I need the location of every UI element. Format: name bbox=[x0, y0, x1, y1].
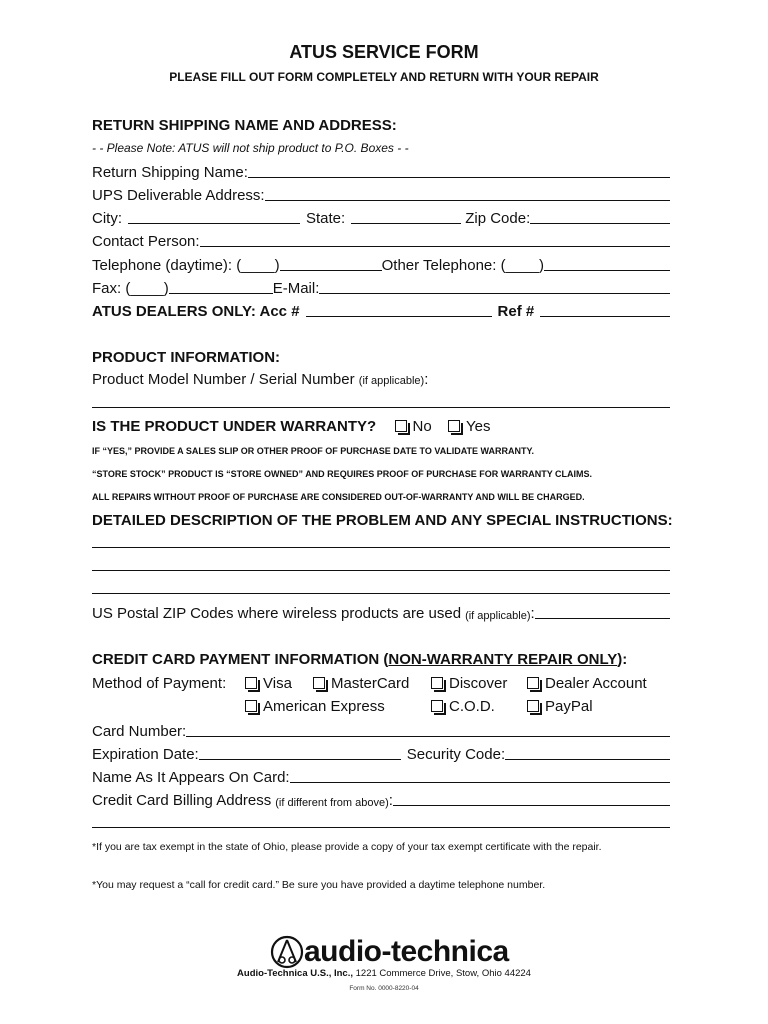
billing-address-note: (if different from above) bbox=[275, 797, 389, 809]
wireless-zip-field[interactable] bbox=[535, 618, 670, 619]
city-state-zip-row bbox=[92, 206, 670, 228]
warranty-no-checkbox[interactable] bbox=[395, 420, 407, 432]
audio-technica-wordmark: audio-technica bbox=[304, 935, 509, 968]
paypal-label: PayPal bbox=[545, 698, 593, 715]
product-model-note: (if applicable) bbox=[358, 375, 425, 387]
wireless-zip-label: US Postal ZIP Codes where wireless products are used bbox=[92, 605, 462, 622]
dealers-acc-label: ATUS DEALERS ONLY: Acc # bbox=[92, 303, 300, 320]
email-label: E-Mail: bbox=[272, 280, 320, 297]
other-telephone-label: Other Telephone: (____) bbox=[381, 257, 544, 274]
cod-label: C.O.D. bbox=[449, 698, 495, 715]
dealer-account-checkbox[interactable] bbox=[527, 677, 539, 689]
payment-option-cod[interactable] bbox=[431, 698, 495, 715]
billing-address-label: Credit Card Billing Address bbox=[92, 792, 272, 809]
ups-address-field[interactable] bbox=[92, 183, 670, 205]
warranty-yes-label: Yes bbox=[466, 418, 491, 435]
call-for-credit-note: *You may request a “call for credit card.” Be sure you have provided a daytime telephone number. bbox=[92, 879, 546, 891]
security-code-label: Security Code: bbox=[406, 746, 506, 763]
problem-line-2[interactable] bbox=[92, 553, 670, 575]
mastercard-checkbox[interactable] bbox=[313, 677, 325, 689]
return-shipping-name-field[interactable] bbox=[92, 160, 670, 182]
problem-line-3[interactable] bbox=[92, 576, 670, 598]
dealers-acc-field[interactable] bbox=[306, 316, 492, 317]
contact-person-label: Contact Person: bbox=[92, 233, 200, 250]
form-number: Form No. 0000-8220-04 bbox=[349, 985, 419, 992]
email-field[interactable] bbox=[319, 293, 670, 294]
wireless-zip-row bbox=[92, 601, 670, 623]
amex-label: American Express bbox=[263, 698, 385, 715]
billing-address-colon: : bbox=[388, 792, 393, 809]
card-number-field[interactable] bbox=[92, 719, 670, 741]
paypal-checkbox[interactable] bbox=[527, 700, 539, 712]
warranty-note-3: ALL REPAIRS WITHOUT PROOF OF PURCHASE ARE CONSIDERED OUT-OF-WARRANTY AND WILL BE CHARGED. bbox=[92, 492, 585, 502]
dealers-row bbox=[92, 299, 670, 321]
payment-heading-a: CREDIT CARD PAYMENT INFORMATION ( bbox=[92, 651, 389, 668]
expiration-security-row bbox=[92, 742, 670, 764]
wireless-zip-note: (if applicable) bbox=[465, 610, 531, 622]
fax-email-row bbox=[92, 276, 670, 298]
fax-label: Fax: (____) bbox=[92, 280, 169, 297]
contact-person-field[interactable] bbox=[92, 229, 670, 251]
expiration-label: Expiration Date: bbox=[92, 746, 199, 763]
name-on-card-field[interactable] bbox=[92, 765, 670, 787]
city-label: City: bbox=[92, 210, 122, 227]
tax-exempt-note: *If you are tax exempt in the state of Ohio, please provide a copy of your tax exempt certificate with the repair. bbox=[92, 841, 602, 853]
return-shipping-name-label: Return Shipping Name: bbox=[92, 164, 248, 181]
warranty-note-1: IF “YES,” PROVIDE A SALES SLIP OR OTHER PROOF OF PURCHASE DATE TO VALIDATE WARRANTY. bbox=[92, 446, 535, 456]
security-code-field[interactable] bbox=[505, 759, 670, 760]
discover-checkbox[interactable] bbox=[431, 677, 443, 689]
card-number-label: Card Number: bbox=[92, 723, 187, 740]
po-box-note: - - Please Note: ATUS will not ship product to P.O. Boxes - - bbox=[92, 141, 409, 155]
company-name: Audio-Technica U.S., Inc., bbox=[237, 968, 353, 979]
warranty-note-2: “STORE STOCK” PRODUCT IS “STORE OWNED” AND REQUIRES PROOF OF PURCHASE FOR WARRANTY CLAIMS. bbox=[92, 469, 593, 479]
state-field[interactable] bbox=[351, 223, 461, 224]
telephone-field[interactable] bbox=[280, 270, 382, 271]
warranty-row bbox=[92, 418, 491, 435]
company-address bbox=[0, 968, 768, 979]
warranty-yes-checkbox[interactable] bbox=[448, 420, 460, 432]
mastercard-label: MasterCard bbox=[331, 675, 410, 692]
warranty-heading: IS THE PRODUCT UNDER WARRANTY? bbox=[92, 418, 377, 435]
shipping-heading: RETURN SHIPPING NAME AND ADDRESS: bbox=[92, 117, 397, 134]
zip-field[interactable] bbox=[530, 223, 670, 224]
problem-line-1[interactable] bbox=[92, 530, 670, 552]
warranty-no-label: No bbox=[412, 418, 432, 435]
cod-checkbox[interactable] bbox=[431, 700, 443, 712]
payment-option-amex[interactable] bbox=[245, 698, 385, 715]
visa-label: Visa bbox=[263, 675, 292, 692]
payment-method-label: Method of Payment: bbox=[92, 675, 227, 692]
payment-option-discover[interactable] bbox=[431, 675, 507, 692]
product-model-field[interactable] bbox=[92, 390, 670, 412]
other-telephone-field[interactable] bbox=[544, 270, 670, 271]
payment-heading bbox=[92, 651, 627, 668]
problem-heading: DETAILED DESCRIPTION OF THE PROBLEM AND ANY SPECIAL INSTRUCTIONS: bbox=[92, 512, 673, 529]
amex-checkbox[interactable] bbox=[245, 700, 257, 712]
form-title: ATUS SERVICE FORM bbox=[289, 42, 479, 62]
payment-option-mastercard[interactable] bbox=[313, 675, 409, 692]
audio-technica-emblem-icon bbox=[270, 935, 304, 969]
payment-option-visa[interactable] bbox=[245, 675, 292, 692]
ups-address-label: UPS Deliverable Address: bbox=[92, 187, 265, 204]
product-model-label-row bbox=[92, 371, 428, 388]
wireless-zip-colon: : bbox=[530, 605, 535, 622]
product-heading: PRODUCT INFORMATION: bbox=[92, 349, 281, 366]
visa-checkbox[interactable] bbox=[245, 677, 257, 689]
discover-label: Discover bbox=[449, 675, 508, 692]
telephone-label: Telephone (daytime): (____) bbox=[92, 257, 280, 274]
ref-field[interactable] bbox=[540, 316, 670, 317]
audio-technica-logo bbox=[270, 932, 509, 972]
product-model-colon: : bbox=[424, 371, 429, 388]
product-model-label: Product Model Number / Serial Number bbox=[92, 371, 355, 388]
billing-address-field[interactable] bbox=[92, 788, 670, 810]
ref-label: Ref # bbox=[497, 303, 535, 320]
billing-address-line-2[interactable] bbox=[92, 810, 670, 832]
payment-option-paypal[interactable] bbox=[527, 698, 593, 715]
company-street: 1221 Commerce Drive, Stow, Ohio 44224 bbox=[353, 968, 531, 979]
fax-field[interactable] bbox=[169, 293, 273, 294]
expiration-field[interactable] bbox=[199, 759, 401, 760]
telephone-row bbox=[92, 253, 670, 275]
name-on-card-label: Name As It Appears On Card: bbox=[92, 769, 290, 786]
payment-heading-b: NON-WARRANTY REPAIR ONLY bbox=[388, 651, 618, 668]
city-field[interactable] bbox=[128, 223, 300, 224]
state-label: State: bbox=[306, 210, 346, 227]
payment-option-dealer-account[interactable] bbox=[527, 675, 647, 692]
payment-heading-c: ): bbox=[617, 651, 628, 668]
form-subtitle: PLEASE FILL OUT FORM COMPLETELY AND RETURN WITH YOUR REPAIR bbox=[169, 70, 599, 84]
zip-label: Zip Code: bbox=[465, 210, 531, 227]
dealer-account-label: Dealer Account bbox=[545, 675, 647, 692]
